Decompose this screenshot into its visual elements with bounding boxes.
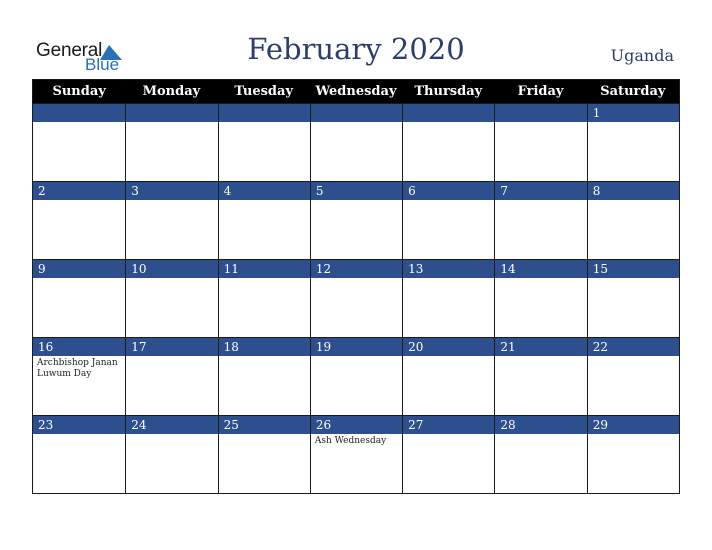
day-number: 2	[33, 182, 125, 200]
page-title: February 2020	[247, 32, 465, 66]
day-number: 24	[126, 416, 217, 434]
day-number: 8	[588, 182, 679, 200]
day-number	[495, 104, 586, 122]
calendar-grid	[32, 79, 680, 494]
day-number: 28	[495, 416, 586, 434]
day-cell[interactable]	[33, 338, 125, 415]
day-number	[126, 104, 217, 122]
day-number	[33, 104, 125, 122]
day-number: 4	[219, 182, 310, 200]
day-cell[interactable]	[494, 182, 586, 259]
day-number: 7	[495, 182, 586, 200]
day-number: 27	[403, 416, 494, 434]
weekday-tuesday: Tuesday	[234, 84, 293, 99]
day-cell[interactable]	[33, 416, 125, 493]
day-cell[interactable]	[218, 416, 310, 493]
day-number: 14	[495, 260, 586, 278]
day-number: 1	[588, 104, 679, 122]
day-cell[interactable]	[33, 182, 125, 259]
day-number: 22	[588, 338, 679, 356]
weekday-wednesday: Wednesday	[315, 84, 397, 99]
holiday-event: Archbishop Janan Luwum Day	[37, 358, 118, 379]
day-number: 3	[126, 182, 217, 200]
day-number: 6	[403, 182, 494, 200]
day-cell[interactable]	[402, 104, 494, 181]
day-number: 18	[219, 338, 310, 356]
day-number	[311, 104, 402, 122]
day-cell[interactable]	[125, 416, 217, 493]
day-number: 16	[33, 338, 125, 356]
day-number: 23	[33, 416, 125, 434]
day-number: 29	[588, 416, 679, 434]
holiday-event: Ash Wednesday	[314, 436, 387, 446]
weeks-container	[33, 103, 679, 493]
day-cell[interactable]	[402, 260, 494, 337]
day-cell[interactable]	[587, 104, 679, 181]
logo-text-blue: Blue	[85, 55, 120, 74]
day-cell[interactable]	[587, 260, 679, 337]
day-number: 15	[588, 260, 679, 278]
day-number	[403, 104, 494, 122]
day-cell[interactable]	[125, 260, 217, 337]
day-number: 5	[311, 182, 402, 200]
week-row	[33, 337, 679, 415]
day-number: 12	[311, 260, 402, 278]
day-number: 26	[311, 416, 402, 434]
day-number: 25	[219, 416, 310, 434]
day-cell[interactable]	[494, 260, 586, 337]
day-cell[interactable]	[310, 104, 402, 181]
week-row	[33, 103, 679, 181]
logo-text-general: General	[36, 40, 103, 61]
day-cell[interactable]	[310, 416, 402, 493]
day-cell[interactable]	[494, 416, 586, 493]
day-number: 17	[126, 338, 217, 356]
day-cell[interactable]	[218, 338, 310, 415]
day-number: 9	[33, 260, 125, 278]
weekday-header	[33, 80, 679, 103]
day-cell[interactable]	[218, 182, 310, 259]
day-cell[interactable]	[218, 104, 310, 181]
day-number: 13	[403, 260, 494, 278]
day-cell[interactable]	[494, 338, 586, 415]
day-cell[interactable]	[402, 338, 494, 415]
weekday-sunday: Sunday	[52, 84, 106, 99]
day-number: 21	[495, 338, 586, 356]
day-cell[interactable]	[33, 104, 125, 181]
week-row	[33, 181, 679, 259]
day-cell[interactable]	[218, 260, 310, 337]
day-cell[interactable]	[402, 416, 494, 493]
day-cell[interactable]	[494, 104, 586, 181]
weekday-monday: Monday	[142, 84, 201, 99]
day-number	[219, 104, 310, 122]
weekday-thursday: Thursday	[414, 84, 483, 99]
weekday-friday: Friday	[517, 84, 564, 99]
day-cell[interactable]	[310, 182, 402, 259]
day-cell[interactable]	[587, 416, 679, 493]
day-cell[interactable]	[587, 338, 679, 415]
week-row	[33, 259, 679, 337]
day-cell[interactable]	[125, 182, 217, 259]
day-cell[interactable]	[33, 260, 125, 337]
day-number: 20	[403, 338, 494, 356]
country-label: Uganda	[610, 46, 674, 65]
day-number: 11	[219, 260, 310, 278]
day-cell[interactable]	[125, 338, 217, 415]
day-number: 10	[126, 260, 217, 278]
day-cell[interactable]	[310, 260, 402, 337]
week-row	[33, 415, 679, 493]
weekday-saturday: Saturday	[600, 84, 666, 99]
day-number: 19	[311, 338, 402, 356]
day-cell[interactable]	[402, 182, 494, 259]
day-cell[interactable]	[125, 104, 217, 181]
day-cell[interactable]	[310, 338, 402, 415]
day-cell[interactable]	[587, 182, 679, 259]
